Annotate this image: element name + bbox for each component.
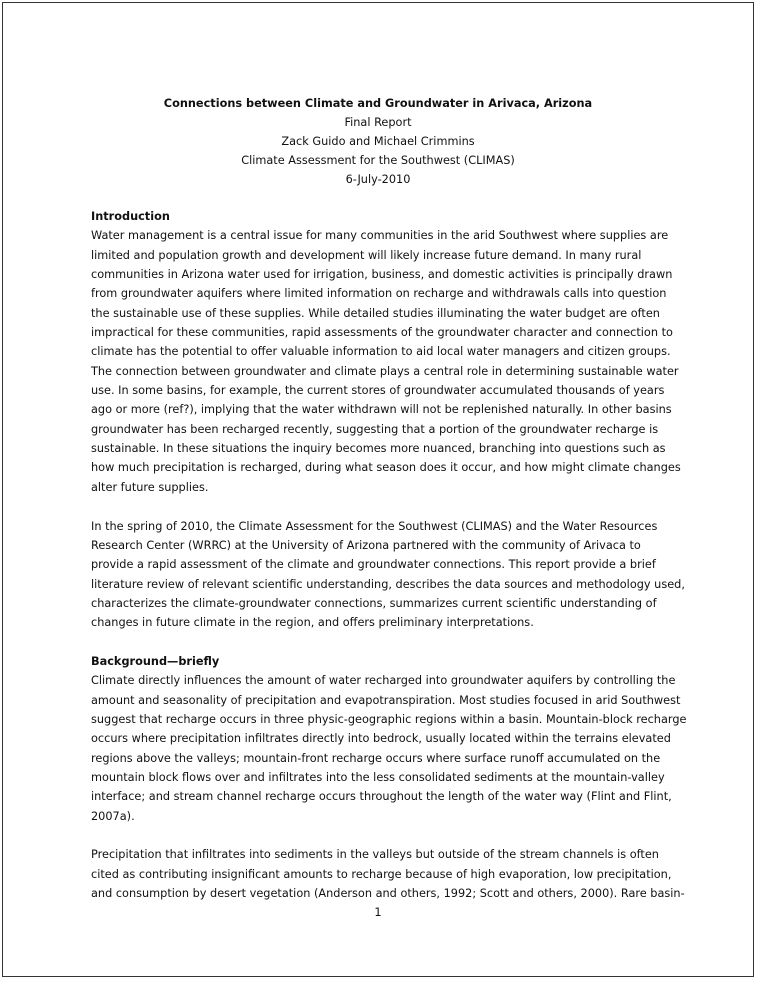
text-line: changes in future climate in the region, and offers preliminary interpretations.: [91, 616, 534, 630]
paragraph-spacer: [91, 826, 677, 845]
text-line: limited and population growth and development will likely increase future demand. In many rural: [91, 248, 642, 262]
text-line: interface; and stream channel recharge occurs throughout the length of the water way (Flint and Flint,: [91, 790, 672, 804]
paragraph: [91, 671, 687, 826]
paragraph: [91, 226, 681, 497]
report-title: Connections between Climate and Groundwater in Arivaca, Arizona: [163, 97, 593, 110]
text-line: regions above the valleys; mountain-front recharge occurs where surface runoff accumulated on the: [91, 751, 661, 765]
text-line: suggest that recharge occurs in three physic-geographic regions within a basin. Mountain-block recharge: [91, 712, 687, 726]
text-line: occurs where precipitation infiltrates directly into bedrock, usually located within the terrains elevated: [91, 732, 671, 746]
text-line: Water management is a central issue for many communities in the arid Southwest where supplies are: [91, 229, 669, 243]
text-line: how much precipitation is recharged, during what season does it occur, and how might climate changes: [91, 461, 681, 475]
section-heading: Introduction: [91, 210, 170, 223]
text-line: Precipitation that infiltrates into sediments in the valleys but outside of the stream channels is often: [91, 848, 659, 862]
report-authors: Zack Guido and Michael Crimmins: [281, 135, 475, 148]
text-line: 2007a).: [91, 809, 135, 823]
text-line: alter future supplies.: [91, 480, 209, 494]
text-line: use. In some basins, for example, the current stores of groundwater accumulated thousands of years: [91, 384, 665, 398]
text-line: mountain block flows over and infiltrates into the less consolidated sediments at the mountain-valley: [91, 770, 665, 784]
text-line: and consumption by desert vegetation (Anderson and others, 1992; Scott and others, 2000). Rare basin-: [91, 887, 685, 901]
report-organization: Climate Assessment for the Southwest (CLIMAS): [241, 154, 515, 167]
text-line: from groundwater aquifers where limited information on recharge and withdrawals calls into question: [91, 287, 667, 301]
text-line: sustainable. In these situations the inquiry becomes more nuanced, branching into questions such as: [91, 442, 666, 456]
paragraph-spacer: [91, 497, 677, 516]
text-line: groundwater has been recharged recently, suggesting that a portion of the groundwater recharge is: [91, 422, 659, 436]
text-line: Climate directly influences the amount of water recharged into groundwater aquifers by controlling the: [91, 674, 676, 688]
section-heading: Background—briefly: [91, 654, 220, 668]
text-line: Research Center (WRRC) at the University of Arizona partnered with the community of Arivaca to: [91, 538, 641, 552]
text-line: amount and seasonality of precipitation and evapotranspiration. Most studies focused in arid Southwest: [91, 693, 681, 707]
text-line: provide a rapid assessment of the climate and groundwater connections. This report provide a brief: [91, 558, 656, 572]
title-block: [3, 94, 753, 189]
text-line: ago or more (ref?), implying that the water withdrawn will not be replenished naturally. In other basins: [91, 403, 672, 417]
report-subtitle: Final Report: [344, 116, 412, 129]
page-number: 1: [374, 906, 382, 919]
paragraph: [91, 845, 685, 903]
section-spacer: [91, 633, 677, 652]
text-line: characterizes the climate-groundwater connections, summarizes current scientific understanding of: [91, 596, 657, 610]
text-line: climate has the potential to offer valuable information to aid local water managers and citizen groups.: [91, 345, 671, 359]
text-line: impractical for these communities, rapid assessments of the groundwater character and connection to: [91, 326, 673, 340]
paragraph: [91, 517, 685, 633]
text-line: cited as contributing insignificant amounts to recharge because of high evaporation, low precipitation,: [91, 867, 672, 881]
text-line: literature review of relevant scientific understanding, describes the data sources and methodology used,: [91, 577, 685, 591]
report-date: 6-July-2010: [345, 173, 411, 186]
text-line: The connection between groundwater and climate plays a central role in determining sustainable water: [91, 364, 679, 378]
text-line: the sustainable use of these supplies. While detailed studies illuminating the water budget are often: [91, 306, 660, 320]
text-line: In the spring of 2010, the Climate Assessment for the Southwest (CLIMAS) and the Water Resources: [91, 519, 658, 533]
text-line: communities in Arizona water used for irrigation, business, and domestic activities is principally drawn: [91, 268, 673, 282]
document-body: [91, 207, 687, 903]
document-page: [2, 2, 754, 977]
